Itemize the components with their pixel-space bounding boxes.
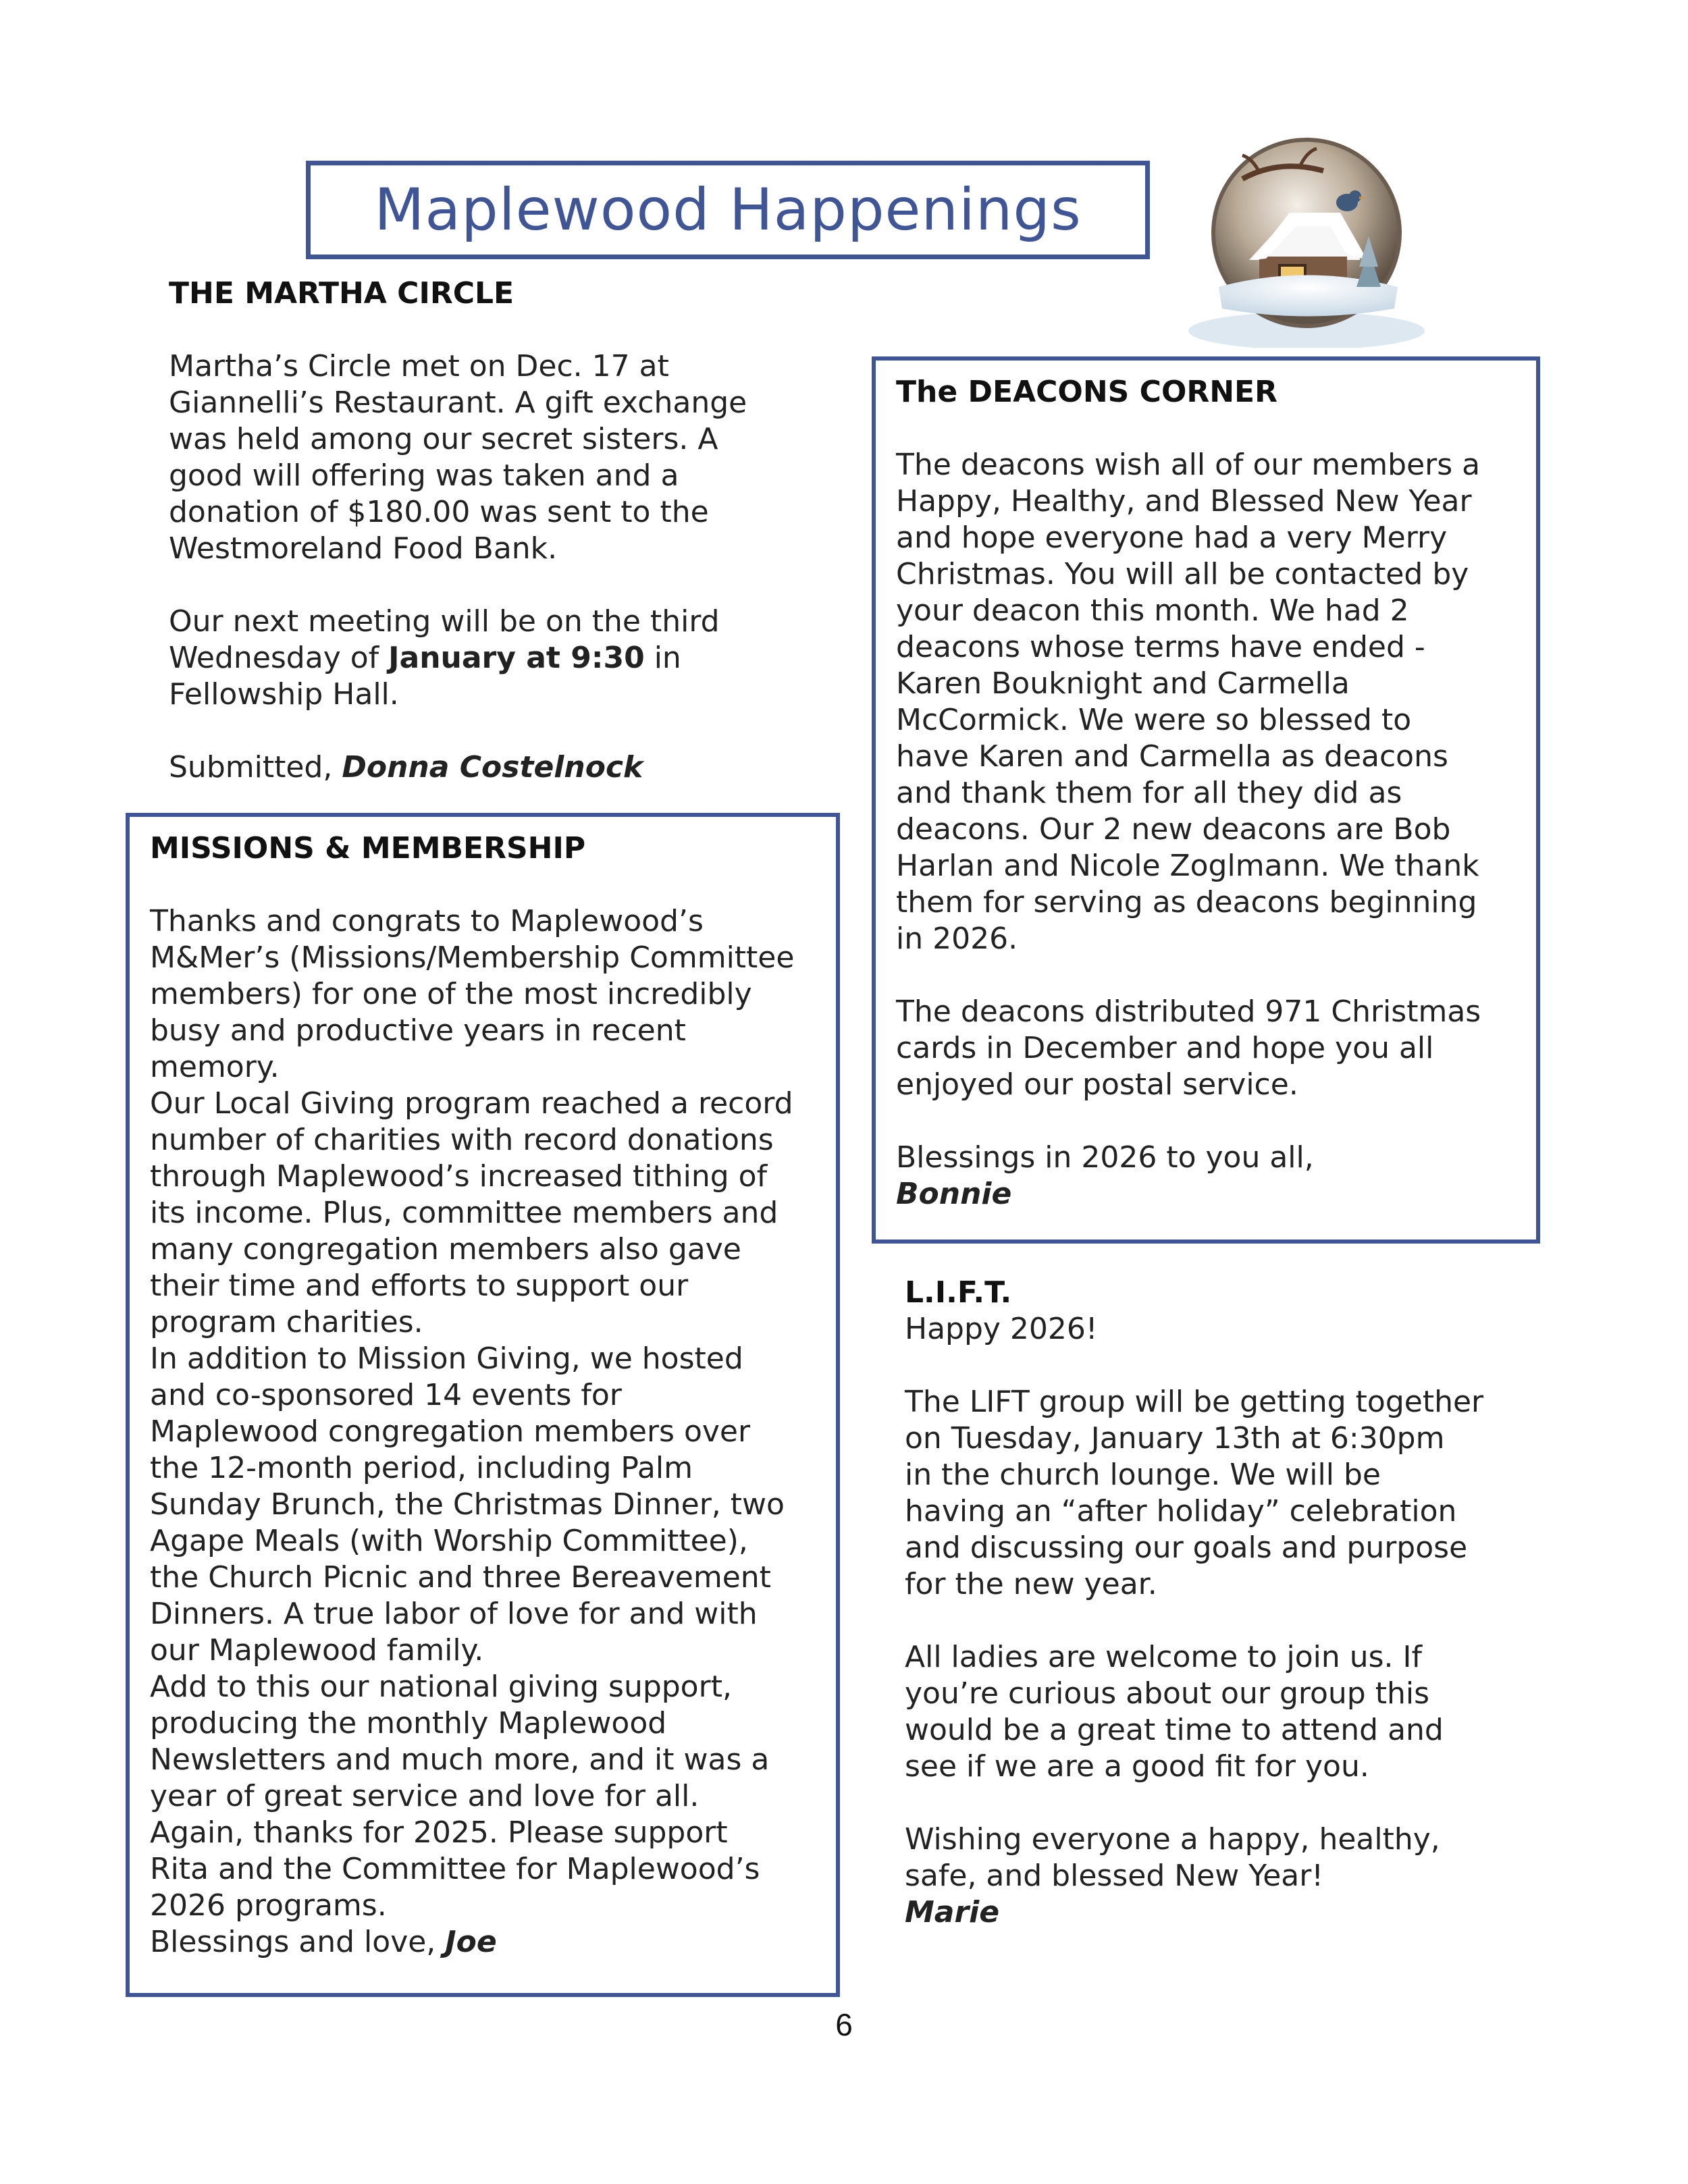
text-line: have Karen and Carmella as deacons [896,739,1448,774]
text-line: year of great service and love for all. [150,1779,700,1813]
text-line: members) for one of the most incredibly [150,977,752,1011]
text-line: the 12-month period, including Palm [150,1451,693,1485]
lift-heading: L.I.F.T. [905,1275,1012,1310]
text-line: Fellowship Hall. [169,677,399,712]
text-line [169,640,830,676]
text-line: them for serving as deacons beginning [896,885,1477,920]
text-line: our Maplewood family. [150,1633,484,1668]
text-line: Our Local Giving program reached a record [150,1086,793,1121]
text-line: producing the monthly Maplewood [150,1706,667,1740]
text-line: Dinners. A true labor of love for and with [150,1597,758,1631]
text-line: The deacons distributed 971 Christmas [896,994,1481,1029]
text-line: and co-sponsored 14 events for [150,1378,622,1412]
text-line: and discussing our goals and purpose [905,1530,1468,1565]
meeting-date-time: January at 9:30 [388,641,645,675]
text-line: good will offering was taken and a [169,458,679,493]
text-line: you’re curious about our group this [905,1676,1430,1711]
text-fragment: Wednesday of [169,641,389,675]
lift-greeting: Happy 2026! [905,1312,1098,1346]
text-line: Martha’s Circle met on Dec. 17 at [169,349,669,383]
closing-line [150,1924,824,1961]
text-line: its income. Plus, committee members and [150,1196,779,1230]
text-line: the Church Picnic and three Bereavement [150,1560,771,1595]
deacons-paragraph-1 [896,447,1519,957]
signature: Joe [445,1925,497,1959]
martha-circle-paragraph-2 [169,604,830,713]
text-line: deacons whose terms have ended - [896,630,1425,664]
text-line: Maplewood congregation members over [150,1414,751,1449]
text-line: The deacons wish all of our members a [896,448,1481,482]
text-line: M&Mer’s (Missions/Membership Committee [150,940,795,975]
text-line: All ladies are welcome to join us. If [905,1640,1422,1674]
text-line: Karen Bouknight and Carmella [896,666,1350,701]
text-line: many congregation members also gave [150,1232,741,1267]
snow-globe-cottage-icon [1178,132,1435,348]
text-line: Westmoreland Food Bank. [169,531,558,566]
text-line: In addition to Mission Giving, we hosted [150,1341,743,1376]
deacons-corner-heading: The DEACONS CORNER [896,375,1277,409]
text-line: in the church lounge. We will be [905,1458,1381,1492]
signature: Bonnie [896,1177,1012,1211]
text-line: busy and productive years in recent [150,1013,686,1048]
text-line: having an “after holiday” celebration [905,1494,1457,1528]
text-line: Christmas. You will all be contacted by [896,557,1469,591]
text-line: through Maplewood’s increased tithing of [150,1159,768,1194]
missions-membership-box [126,813,840,1997]
newsletter-title-box [306,161,1150,259]
text-line: The LIFT group will be getting together [905,1385,1484,1419]
text-line: see if we are a good fit for you. [905,1749,1369,1784]
text-line: in 2026. [896,922,1018,956]
text-line: donation of $180.00 was sent to the [169,495,709,529]
text-line: deacons. Our 2 new deacons are Bob [896,812,1451,847]
text-line: Add to this our national giving support, [150,1670,732,1704]
closing-label: Blessings and love, [150,1925,446,1959]
text-line: Rita and the Committee for Maplewood’s [150,1852,760,1886]
martha-circle-submitted [169,749,830,786]
signature: Donna Costelnock [342,750,643,784]
text-line: on Tuesday, January 13th at 6:30pm [905,1421,1445,1456]
text-line: for the new year. [905,1567,1157,1601]
text-line: Sunday Brunch, the Christmas Dinner, two [150,1487,785,1522]
text-line: 2026 programs. [150,1888,387,1923]
missions-membership-body [150,903,824,1961]
text-line: safe, and blessed New Year! [905,1859,1323,1893]
text-line: program charities. [150,1305,423,1339]
signature: Marie [905,1895,1000,1929]
deacons-paragraph-2 [896,994,1519,1103]
text-line: Newsletters and much more, and it was a [150,1742,770,1777]
text-line: cards in December and hope you all [896,1031,1434,1065]
page-number: 6 [835,2007,853,2042]
text-line: their time and efforts to support our [150,1269,689,1303]
submitted-label: Submitted, [169,750,342,784]
text-line: McCormick. We were so blessed to [896,703,1412,737]
text-line: your deacon this month. We had 2 [896,593,1409,628]
text-line: enjoyed our postal service. [896,1067,1298,1102]
martha-circle-heading: THE MARTHA CIRCLE [169,276,515,311]
martha-circle-paragraph-1 [169,348,830,567]
text-line: Harlan and Nicole Zoglmann. We thank [896,849,1479,883]
text-line: Giannelli’s Restaurant. A gift exchange [169,385,747,420]
missions-membership-heading: MISSIONS & MEMBERSHIP [150,831,586,865]
lift-section [905,1275,1553,1931]
page-title: Maplewood Happenings [374,176,1082,244]
text-line: and thank them for all they did as [896,776,1402,810]
text-line: Happy, Healthy, and Blessed New Year [896,484,1472,518]
text-line: Again, thanks for 2025. Please support [150,1815,728,1850]
text-line: Thanks and congrats to Maplewood’s [150,904,704,938]
text-fragment: in [644,641,681,675]
deacons-corner-box [872,356,1540,1244]
deacons-closing [896,1140,1519,1213]
text-line: Our next meeting will be on the third [169,604,720,639]
text-line: memory. [150,1050,280,1084]
text-line: would be a great time to attend and [905,1713,1444,1747]
text-line: was held among our secret sisters. A [169,422,718,456]
text-line: Wishing everyone a happy, healthy, [905,1822,1440,1857]
lift-paragraph-1 [905,1384,1553,1603]
closing-line: Blessings in 2026 to you all, [896,1140,1314,1175]
text-line: number of charities with record donations [150,1123,774,1157]
text-line: Agape Meals (with Worship Committee), [150,1524,748,1558]
text-line: and hope everyone had a very Merry [896,521,1448,555]
lift-paragraph-2 [905,1639,1553,1785]
martha-circle-section [169,275,830,786]
lift-paragraph-3 [905,1821,1553,1931]
